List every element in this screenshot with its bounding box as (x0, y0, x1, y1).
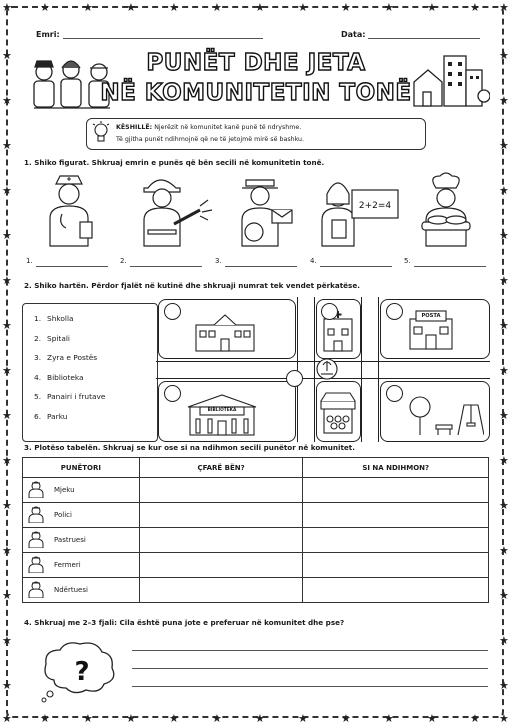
word-item: Panairi i frutave (47, 392, 106, 401)
worker-name: Fermeri (54, 561, 81, 569)
teacher-icon (318, 172, 402, 250)
what-they-do-field[interactable] (139, 503, 303, 528)
worker-name: Polici (54, 511, 72, 519)
border-star-icon: ★ (499, 139, 509, 152)
border-star-icon: ★ (499, 274, 509, 287)
doctor-icon (28, 480, 44, 500)
library-sign: BIBLIOTEKA (207, 408, 237, 413)
what-they-do-field[interactable] (139, 553, 303, 578)
map-answer-circle-post[interactable] (386, 303, 403, 320)
table-body (23, 478, 489, 603)
border-star-icon: ★ (40, 712, 50, 725)
map-road-vertical-1 (297, 297, 315, 442)
worker-name: Mjeku (54, 486, 75, 494)
word-item: Biblioteka (47, 372, 84, 382)
border-star-icon: ★ (83, 1, 93, 14)
border-star-icon: ★ (2, 184, 12, 197)
border-star-icon: ★ (470, 1, 480, 14)
how-they-help-field[interactable] (303, 503, 489, 528)
border-star-icon: ★ (169, 712, 179, 725)
table-row (23, 528, 489, 553)
border-star-icon: ★ (499, 364, 509, 377)
worker-label-group (24, 530, 138, 550)
border-star-icon: ★ (499, 544, 509, 557)
how-they-help-field[interactable] (303, 553, 489, 578)
border-star-icon: ★ (427, 712, 437, 725)
q1-answer-number: 5. (404, 257, 411, 265)
tip-label: KËSHILLË: (116, 124, 153, 131)
how-they-help-field[interactable] (303, 578, 489, 603)
border-star-icon: ★ (169, 1, 179, 14)
firefighter-icon (134, 172, 214, 250)
worker-name: Pastruesi (54, 536, 86, 544)
q1-answer-field[interactable] (36, 266, 108, 267)
word-box (22, 303, 158, 442)
word-number: 5. (34, 392, 42, 401)
cleaner-icon (28, 530, 44, 550)
word-number: 1. (34, 314, 42, 323)
mail-carrier-icon (232, 172, 304, 250)
q1-answer-field[interactable] (414, 266, 486, 267)
border-star-icon: ★ (2, 634, 12, 647)
border-star-icon: ★ (499, 499, 509, 512)
date-label: Data: (341, 30, 366, 39)
border-star-icon: ★ (2, 94, 12, 107)
community-map (156, 297, 490, 442)
border-star-icon: ★ (341, 712, 351, 725)
park-trees-swing-icon (408, 393, 484, 437)
border-star-icon: ★ (384, 1, 394, 14)
map-answer-circle-market[interactable] (286, 370, 303, 387)
how-they-help-field[interactable] (303, 528, 489, 553)
word-item: Parku (47, 411, 68, 421)
border-star-icon: ★ (2, 499, 12, 512)
q1-answer-number: 2. (120, 257, 127, 265)
border-star-icon: ★ (499, 634, 509, 647)
city-buildings-icon (408, 52, 490, 112)
border-star-icon: ★ (499, 94, 509, 107)
q1-answer-field[interactable] (320, 266, 392, 267)
thought-cloud-icon (40, 638, 120, 704)
map-answer-circle-library[interactable] (164, 385, 181, 402)
border-star-icon: ★ (2, 544, 12, 557)
word-item: Zyra e Postës (47, 353, 98, 362)
border-star-icon: ★ (499, 1, 509, 14)
border-star-icon: ★ (212, 712, 222, 725)
map-answer-circle-park[interactable] (386, 385, 403, 402)
how-they-help-field[interactable] (303, 478, 489, 503)
q2-prompt: 2. Shiko hartën. Përdor fjalët në kutinë dhe shkruaji numrat tek vendet përkatëse. (24, 281, 360, 290)
answer-line-2[interactable] (132, 668, 488, 669)
border-star-icon: ★ (255, 1, 265, 14)
worker-cell (23, 503, 140, 528)
library-building-icon (184, 391, 260, 437)
baker-icon (416, 172, 488, 250)
word-item: Shkolla (47, 314, 74, 323)
border-star-icon: ★ (2, 589, 12, 602)
q3-prompt: 3. Plotëso tabelën. Shkruaj se kur ose si na ndihmon secili punëtor në komunitet. (24, 443, 355, 452)
border-star-icon: ★ (2, 49, 12, 62)
q1-answer-number: 3. (215, 257, 222, 265)
tip-text-1: Njerëzit në komunitet kanë punë të ndryshme. (154, 124, 302, 131)
border-star-icon: ★ (255, 712, 265, 725)
border-star-icon: ★ (2, 229, 12, 242)
table-row (23, 478, 489, 503)
what-they-do-field[interactable] (139, 478, 303, 503)
border-star-icon: ★ (427, 1, 437, 14)
table-row (23, 553, 489, 578)
q4-prompt: 4. Shkruaj me 2–3 fjali: Cila është puna jote e preferuar në komunitet dhe pse? (24, 618, 345, 627)
word-number: 3. (34, 353, 42, 362)
worker-cell (23, 478, 140, 503)
post-sign: POSTA (421, 313, 441, 319)
nurse-icon (40, 172, 100, 250)
border-star-icon: ★ (499, 589, 509, 602)
worker-cell (23, 578, 140, 603)
border-star-icon: ★ (2, 712, 12, 725)
school-building-icon (192, 311, 258, 353)
word-number: 4. (34, 372, 42, 382)
worker-label-group (24, 555, 138, 575)
tip-text-2: Të gjitha punët ndihmojnë që ne të jetojmë mirë së bashku. (116, 136, 305, 143)
q1-answer-field[interactable] (130, 266, 202, 267)
border-star-icon: ★ (298, 1, 308, 14)
border-star-icon: ★ (499, 712, 509, 725)
board-text: 2+2=4 (358, 201, 392, 211)
what-they-do-field[interactable] (139, 528, 303, 553)
worker-label-group (24, 505, 138, 525)
border-star-icon: ★ (298, 712, 308, 725)
page-title-line1: PUNËT DHE JETA (146, 50, 366, 76)
border-star-icon: ★ (2, 319, 12, 332)
table-row (23, 578, 489, 603)
police-icon (28, 505, 44, 525)
q1-answer-field[interactable] (225, 266, 297, 267)
date-field[interactable] (368, 38, 480, 39)
post-office-building-icon (406, 307, 456, 351)
border-star-icon: ★ (341, 1, 351, 14)
worker-label-group (24, 480, 138, 500)
table-row (23, 503, 489, 528)
builder-icon (28, 580, 44, 600)
border-star-icon: ★ (499, 319, 509, 332)
border-star-icon: ★ (2, 1, 12, 14)
border-star-icon: ★ (83, 712, 93, 725)
border-star-icon: ★ (470, 712, 480, 725)
border-star-icon: ★ (2, 274, 12, 287)
tip-line-1 (116, 122, 301, 133)
border-star-icon: ★ (499, 454, 509, 467)
map-answer-circle-hospital[interactable] (321, 303, 338, 320)
col-worker: PUNËTORI (23, 458, 140, 478)
name-field[interactable] (63, 38, 263, 39)
map-road-vertical-2 (361, 297, 379, 442)
map-answer-circle-school[interactable] (164, 303, 181, 320)
fruit-market-stall-icon (319, 389, 357, 437)
answer-line-1[interactable] (132, 650, 488, 651)
word-number: 6. (34, 411, 42, 421)
name-label: Emri: (36, 30, 60, 39)
word-number: 2. (34, 333, 42, 343)
border-star-icon: ★ (499, 184, 509, 197)
border-star-icon: ★ (2, 454, 12, 467)
farmer-icon (28, 555, 44, 575)
border-star-icon: ★ (40, 1, 50, 14)
border-star-icon: ★ (212, 1, 222, 14)
what-they-do-field[interactable] (139, 578, 303, 603)
lightbulb-icon (92, 121, 110, 145)
border-star-icon: ★ (2, 679, 12, 692)
col-what-they-do: ÇFARË BËN? (139, 458, 303, 478)
question-mark: ? (74, 657, 90, 687)
border-star-icon: ★ (499, 409, 509, 422)
q1-answer-number: 4. (310, 257, 317, 265)
border-star-icon: ★ (126, 1, 136, 14)
worker-cell (23, 553, 140, 578)
border-star-icon: ★ (499, 229, 509, 242)
border-star-icon: ★ (2, 139, 12, 152)
q1-prompt: 1. Shiko figurat. Shkruaj emrin e punës që bën secili në komunitetin tonë. (24, 158, 325, 167)
answer-line-3[interactable] (132, 686, 488, 687)
border-star-icon: ★ (126, 712, 136, 725)
worker-name: Ndërtuesi (54, 586, 88, 594)
col-how-they-help: SI NA NDIHMON? (303, 458, 489, 478)
border-star-icon: ★ (2, 409, 12, 422)
workers-table (22, 457, 489, 603)
border-star-icon: ★ (499, 49, 509, 62)
border-star-icon: ★ (499, 679, 509, 692)
worker-label-group (24, 580, 138, 600)
worker-cell (23, 528, 140, 553)
page-title-line2: NË KOMUNITETIN TONË (100, 80, 412, 106)
border-star-icon: ★ (384, 712, 394, 725)
border-star-icon: ★ (2, 364, 12, 377)
word-item: Spitali (47, 333, 70, 343)
fountain-icon (316, 355, 338, 383)
q1-answer-number: 1. (26, 257, 33, 265)
